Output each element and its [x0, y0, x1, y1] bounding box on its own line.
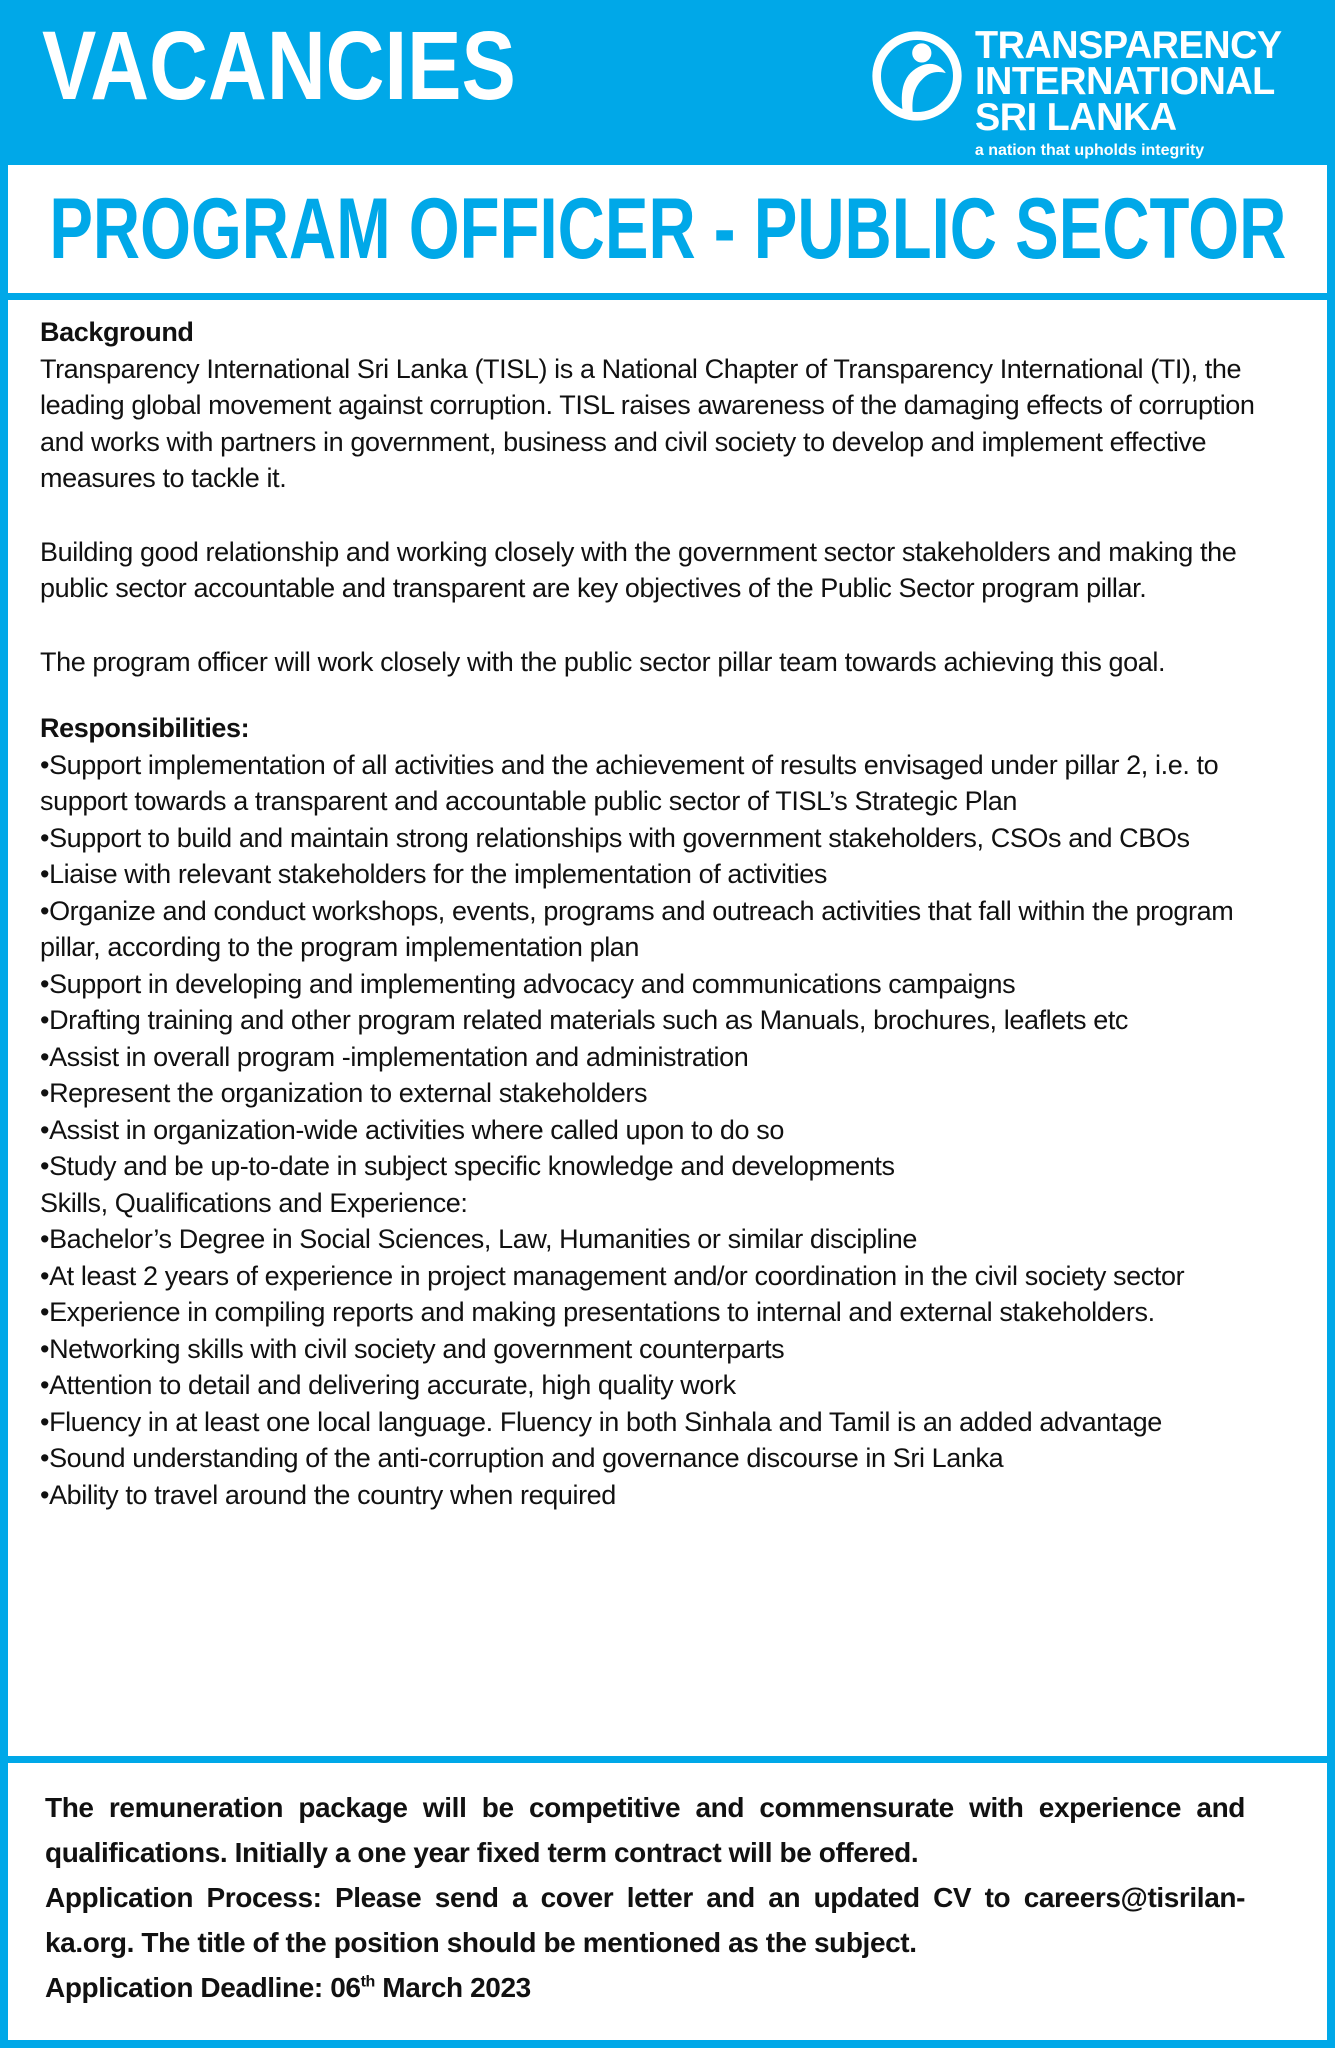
list-item: • Support implementation of all activities and the achievement of results envisaged under pillar 2, i.e. to support towards a transparent and accountable public sector of TISL’s Strategic Plan	[40, 747, 1297, 820]
list-item: • Sound understanding of the anti-corruption and governance discourse in Sri Lanka	[40, 1440, 1297, 1477]
application-process-text: Application Process: Please send a cover letter and an updated CV to careers@tisrilan-ka.org. The title of the position should be mentioned as the subject.	[45, 1882, 1245, 1958]
list-item: • At least 2 years of experience in project management and/or coordination in the civil society sector	[40, 1258, 1297, 1295]
list-item: • Attention to detail and delivering accurate, high quality work	[40, 1367, 1297, 1404]
divider-bottom	[0, 1756, 1335, 1763]
logo-line-3: SRI LANKA	[974, 96, 1177, 139]
skills-heading: Skills, Qualifications and Experience:	[40, 1187, 468, 1218]
list-item: • Fluency in at least one local language. Fluency in both Sinhala and Tamil is an added advantage	[40, 1404, 1297, 1441]
list-item: • Assist in organization-wide activities where called upon to do so	[40, 1112, 1297, 1149]
tisl-logo-text	[974, 24, 1291, 160]
background-paragraph: Building good relationship and working closely with the government sector stakeholders and making the public sector accountable and transparent are key objectives of the Public Sector program pillar.	[40, 536, 1237, 603]
divider-top	[0, 293, 1335, 300]
list-item: • Liaise with relevant stakeholders for the implementation of activities	[40, 856, 1297, 893]
position-title: PROGRAM OFFICER - PUBLIC SECTOR	[48, 180, 1287, 277]
list-item: • Experience in compiling reports and making presentations to internal and external stakeholders.	[40, 1294, 1297, 1331]
list-item: • Study and be up-to-date in subject specific knowledge and developments	[40, 1148, 1297, 1185]
list-item: • Support in developing and implementing advocacy and communications campaigns	[40, 966, 1297, 1003]
responsibilities-heading: Responsibilities:	[40, 713, 250, 743]
main-content	[0, 300, 1335, 1756]
background-paragraph: Transparency International Sri Lanka (TISL) is a National Chapter of Transparency International (TI), the leading global movement against corruption. TISL raises awareness of the damaging effects of corruption and works with partners in government, business and civil society to develop and implement effective measures to tackle it.	[40, 353, 1255, 493]
list-item: • Organize and conduct workshops, events, programs and outreach activities that fall within the program pillar, according to the program implementation plan	[40, 893, 1297, 966]
logo-tagline: a nation that upholds integrity	[974, 142, 1205, 159]
application-deadline	[45, 1965, 1245, 2010]
logo-line-2: INTERNATIONAL	[974, 60, 1275, 103]
header-band	[0, 0, 1335, 165]
deadline-ordinal: th	[360, 1973, 375, 1991]
logo-line-1: TRANSPARENCY	[974, 24, 1282, 67]
bottom-border-band	[0, 2040, 1335, 2048]
footer-box	[0, 1763, 1335, 2040]
list-item: • Assist in overall program -implementation and administration	[40, 1039, 1297, 1076]
list-item: • Represent the organization to external stakeholders	[40, 1075, 1297, 1112]
list-item: • Bachelor’s Degree in Social Sciences, Law, Humanities or similar discipline	[40, 1221, 1297, 1258]
list-item: • Drafting training and other program related materials such as Manuals, brochures, leaflets etc	[40, 1002, 1297, 1039]
list-item: • Ability to travel around the country when required	[40, 1477, 1297, 1514]
background-heading: Background	[40, 317, 194, 347]
deadline-suffix: March 2023	[374, 1972, 531, 2003]
list-item: • Networking skills with civil society and government counterparts	[40, 1331, 1297, 1368]
background-paragraph: The program officer will work closely with the public sector pillar team towards achieving this goal.	[40, 646, 1166, 677]
position-banner	[0, 165, 1335, 293]
tisl-logo	[869, 24, 1291, 160]
remuneration-text: The remuneration package will be competitive and commensurate with experience and qualifications. Initially a one year fixed term contract will be offered.	[45, 1792, 1245, 1868]
deadline-prefix: Application Deadline: 06	[45, 1972, 361, 2003]
vacancies-heading: VACANCIES	[42, 11, 516, 120]
ti-globe-figure-icon	[869, 28, 965, 124]
list-item: • Support to build and maintain strong relationships with government stakeholders, CSOs and CBOs	[40, 820, 1297, 857]
